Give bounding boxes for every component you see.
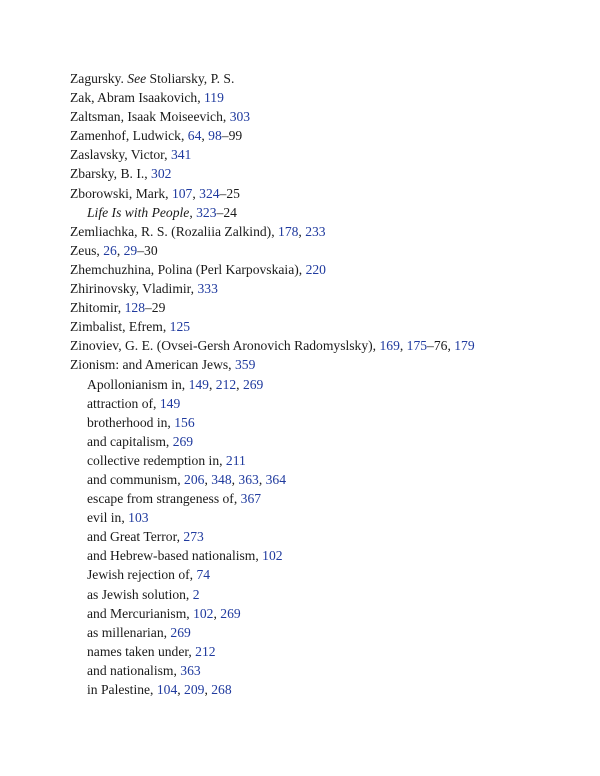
index-text: , bbox=[258, 471, 266, 487]
index-text: and Great Terror, bbox=[87, 529, 184, 545]
index-entry bbox=[70, 317, 590, 336]
index-text: , bbox=[213, 605, 221, 621]
index-text: , bbox=[399, 338, 407, 354]
page-reference-link[interactable]: 363 bbox=[238, 471, 259, 487]
page-reference-link[interactable]: 149 bbox=[159, 395, 181, 411]
page-reference-link[interactable]: 364 bbox=[265, 471, 286, 487]
page-reference-link[interactable]: 333 bbox=[197, 281, 218, 297]
index-entry bbox=[70, 298, 590, 317]
index-text: Zamenhof, Ludwick, bbox=[70, 128, 188, 144]
page-reference-link[interactable]: 367 bbox=[240, 491, 262, 507]
index-text: Zborowski, Mark, bbox=[70, 185, 172, 201]
page-reference-link[interactable]: 2 bbox=[192, 586, 200, 602]
index-entry bbox=[70, 145, 590, 164]
page-reference-link[interactable]: 233 bbox=[305, 223, 326, 239]
index-text: attraction of, bbox=[87, 395, 160, 411]
index-text: , bbox=[231, 471, 239, 487]
index-text: evil in, bbox=[87, 510, 129, 526]
index-subentry bbox=[70, 604, 590, 623]
index-subentry bbox=[70, 623, 590, 642]
index-entry bbox=[70, 279, 590, 298]
index-text: Zak, Abram Isaakovich, bbox=[70, 90, 205, 106]
index-text: Zionism: and American Jews, bbox=[70, 357, 235, 373]
page-reference-link[interactable]: 26 bbox=[103, 242, 117, 258]
index-text: Stoliarsky, P. S. bbox=[146, 71, 235, 86]
index-entry bbox=[70, 126, 590, 145]
index-text: , bbox=[208, 376, 216, 392]
page-reference-link[interactable]: 323 bbox=[196, 204, 217, 220]
index-entry bbox=[70, 164, 590, 183]
index-subentry bbox=[70, 585, 590, 604]
page-reference-link[interactable]: 324 bbox=[199, 185, 220, 201]
index-subentry bbox=[70, 661, 590, 680]
index-text: escape from strangeness of, bbox=[87, 491, 241, 507]
index-list bbox=[70, 69, 590, 699]
index-text: , bbox=[189, 204, 197, 220]
page-reference-link[interactable]: 149 bbox=[188, 376, 209, 392]
index-text: and Mercurianism, bbox=[87, 605, 194, 621]
index-entry bbox=[70, 222, 590, 241]
index-text: Zaslavsky, Victor, bbox=[70, 147, 171, 163]
page-reference-link[interactable]: 273 bbox=[183, 529, 204, 545]
index-subentry bbox=[70, 470, 590, 489]
index-text: Jewish rejection of, bbox=[87, 567, 197, 583]
index-entry bbox=[70, 107, 590, 126]
index-text: and capitalism, bbox=[87, 433, 173, 449]
page-reference-link[interactable]: 269 bbox=[220, 605, 241, 621]
page-reference-link[interactable]: 269 bbox=[242, 376, 264, 392]
index-subentry bbox=[70, 203, 590, 222]
page-reference-link[interactable]: 209 bbox=[184, 682, 205, 697]
index-italic-text: Life Is with People bbox=[87, 204, 190, 220]
index-text: –30 bbox=[137, 242, 158, 258]
index-subentry bbox=[70, 680, 590, 699]
page-reference-link[interactable]: 119 bbox=[204, 90, 224, 106]
index-subentry bbox=[70, 508, 590, 527]
index-text: Zimbalist, Efrem, bbox=[70, 319, 170, 335]
index-text: , bbox=[201, 128, 209, 144]
index-text: Zemliachka, R. S. (Rozaliia Zalkind), bbox=[70, 223, 279, 239]
index-text: Zagursky. bbox=[70, 71, 128, 86]
index-text: as Jewish solution, bbox=[87, 586, 193, 602]
page-reference-link[interactable]: 107 bbox=[171, 185, 193, 201]
page-reference-link[interactable]: 102 bbox=[193, 605, 214, 621]
index-text: as millenarian, bbox=[87, 624, 171, 640]
index-subentry bbox=[70, 489, 590, 508]
index-text: , bbox=[204, 471, 212, 487]
page-reference-link[interactable]: 128 bbox=[124, 300, 145, 316]
index-text: Zinoviev, G. E. (Ovsei-Gersh Aronovich Radomyslsky), bbox=[70, 338, 380, 354]
page-reference-link[interactable]: 268 bbox=[211, 682, 232, 697]
page-reference-link[interactable]: 175 bbox=[406, 338, 428, 354]
index-subentry bbox=[70, 642, 590, 661]
page-reference-link[interactable]: 125 bbox=[169, 319, 191, 335]
index-text: Apollonianism in, bbox=[87, 376, 189, 392]
index-text: –25 bbox=[219, 185, 240, 201]
index-text: and communism, bbox=[87, 471, 185, 487]
index-text: Zhitomir, bbox=[70, 300, 125, 316]
index-entry bbox=[70, 241, 590, 260]
page-reference-link[interactable]: 98 bbox=[208, 128, 222, 144]
index-text: and nationalism, bbox=[87, 662, 181, 678]
index-text: –99 bbox=[221, 128, 243, 144]
index-text: , bbox=[116, 242, 124, 258]
page-reference-link[interactable]: 220 bbox=[305, 261, 326, 277]
page-reference-link[interactable]: 363 bbox=[180, 662, 201, 678]
index-entry bbox=[70, 69, 590, 88]
index-entry bbox=[70, 260, 590, 279]
index-entry bbox=[70, 88, 590, 107]
page-reference-link[interactable]: 156 bbox=[174, 414, 195, 430]
page-reference-link[interactable]: 74 bbox=[196, 567, 211, 583]
index-text: Zhemchuzhina, Polina (Perl Karpovskaia), bbox=[70, 261, 306, 277]
page-reference-link[interactable]: 302 bbox=[151, 166, 172, 182]
page-reference-link[interactable]: 269 bbox=[170, 624, 191, 640]
index-text: and Hebrew-based nationalism, bbox=[87, 548, 263, 564]
page-reference-link[interactable]: 269 bbox=[172, 433, 194, 449]
index-subentry bbox=[70, 375, 590, 394]
index-text: in Palestine, bbox=[87, 682, 157, 697]
index-text: Zhirinovsky, Vladimir, bbox=[70, 281, 198, 297]
index-subentry bbox=[70, 413, 590, 432]
index-text: –76, bbox=[427, 338, 455, 354]
index-subentry bbox=[70, 546, 590, 565]
index-entry bbox=[70, 336, 590, 355]
page-reference-link[interactable]: 103 bbox=[128, 510, 149, 526]
page-reference-link[interactable]: 29 bbox=[123, 242, 138, 258]
page-reference-link[interactable]: 206 bbox=[184, 471, 205, 487]
page-reference-link[interactable]: 64 bbox=[187, 128, 202, 144]
index-text: , bbox=[236, 376, 243, 392]
index-text: Zbarsky, B. I., bbox=[70, 166, 152, 182]
page-reference-link[interactable]: 169 bbox=[379, 338, 400, 354]
page-reference-link[interactable]: 102 bbox=[262, 548, 283, 564]
index-subentry bbox=[70, 451, 590, 470]
index-subentry bbox=[70, 432, 590, 451]
page-reference-link[interactable]: 348 bbox=[211, 471, 232, 487]
index-text: –24 bbox=[216, 204, 237, 220]
page-reference-link[interactable]: 179 bbox=[454, 338, 475, 354]
index-text: –29 bbox=[144, 300, 166, 316]
index-text: Zaltsman, Isaak Moiseevich, bbox=[70, 109, 230, 125]
index-text: names taken under, bbox=[87, 643, 196, 659]
index-subentry bbox=[70, 394, 590, 413]
index-entry bbox=[70, 184, 590, 203]
index-text: , bbox=[192, 185, 200, 201]
page-reference-link[interactable]: 212 bbox=[215, 376, 237, 392]
index-text: Zeus, bbox=[70, 242, 104, 258]
page-reference-link[interactable]: 359 bbox=[234, 357, 256, 373]
page-reference-link[interactable]: 104 bbox=[156, 682, 178, 697]
page-reference-link[interactable]: 211 bbox=[225, 452, 246, 468]
index-text: , bbox=[298, 223, 306, 239]
index-entry bbox=[70, 355, 590, 374]
page-reference-link[interactable]: 212 bbox=[195, 643, 216, 659]
index-text: brotherhood in, bbox=[87, 414, 175, 430]
index-text: , bbox=[177, 682, 185, 697]
index-text: collective redemption in, bbox=[87, 452, 226, 468]
page-reference-link[interactable]: 341 bbox=[170, 147, 192, 163]
index-subentry bbox=[70, 565, 590, 584]
index-text: , bbox=[204, 682, 212, 697]
page-reference-link[interactable]: 303 bbox=[229, 109, 251, 125]
page-reference-link[interactable]: 178 bbox=[278, 223, 299, 239]
index-italic-text: See bbox=[127, 71, 147, 86]
index-subentry bbox=[70, 527, 590, 546]
